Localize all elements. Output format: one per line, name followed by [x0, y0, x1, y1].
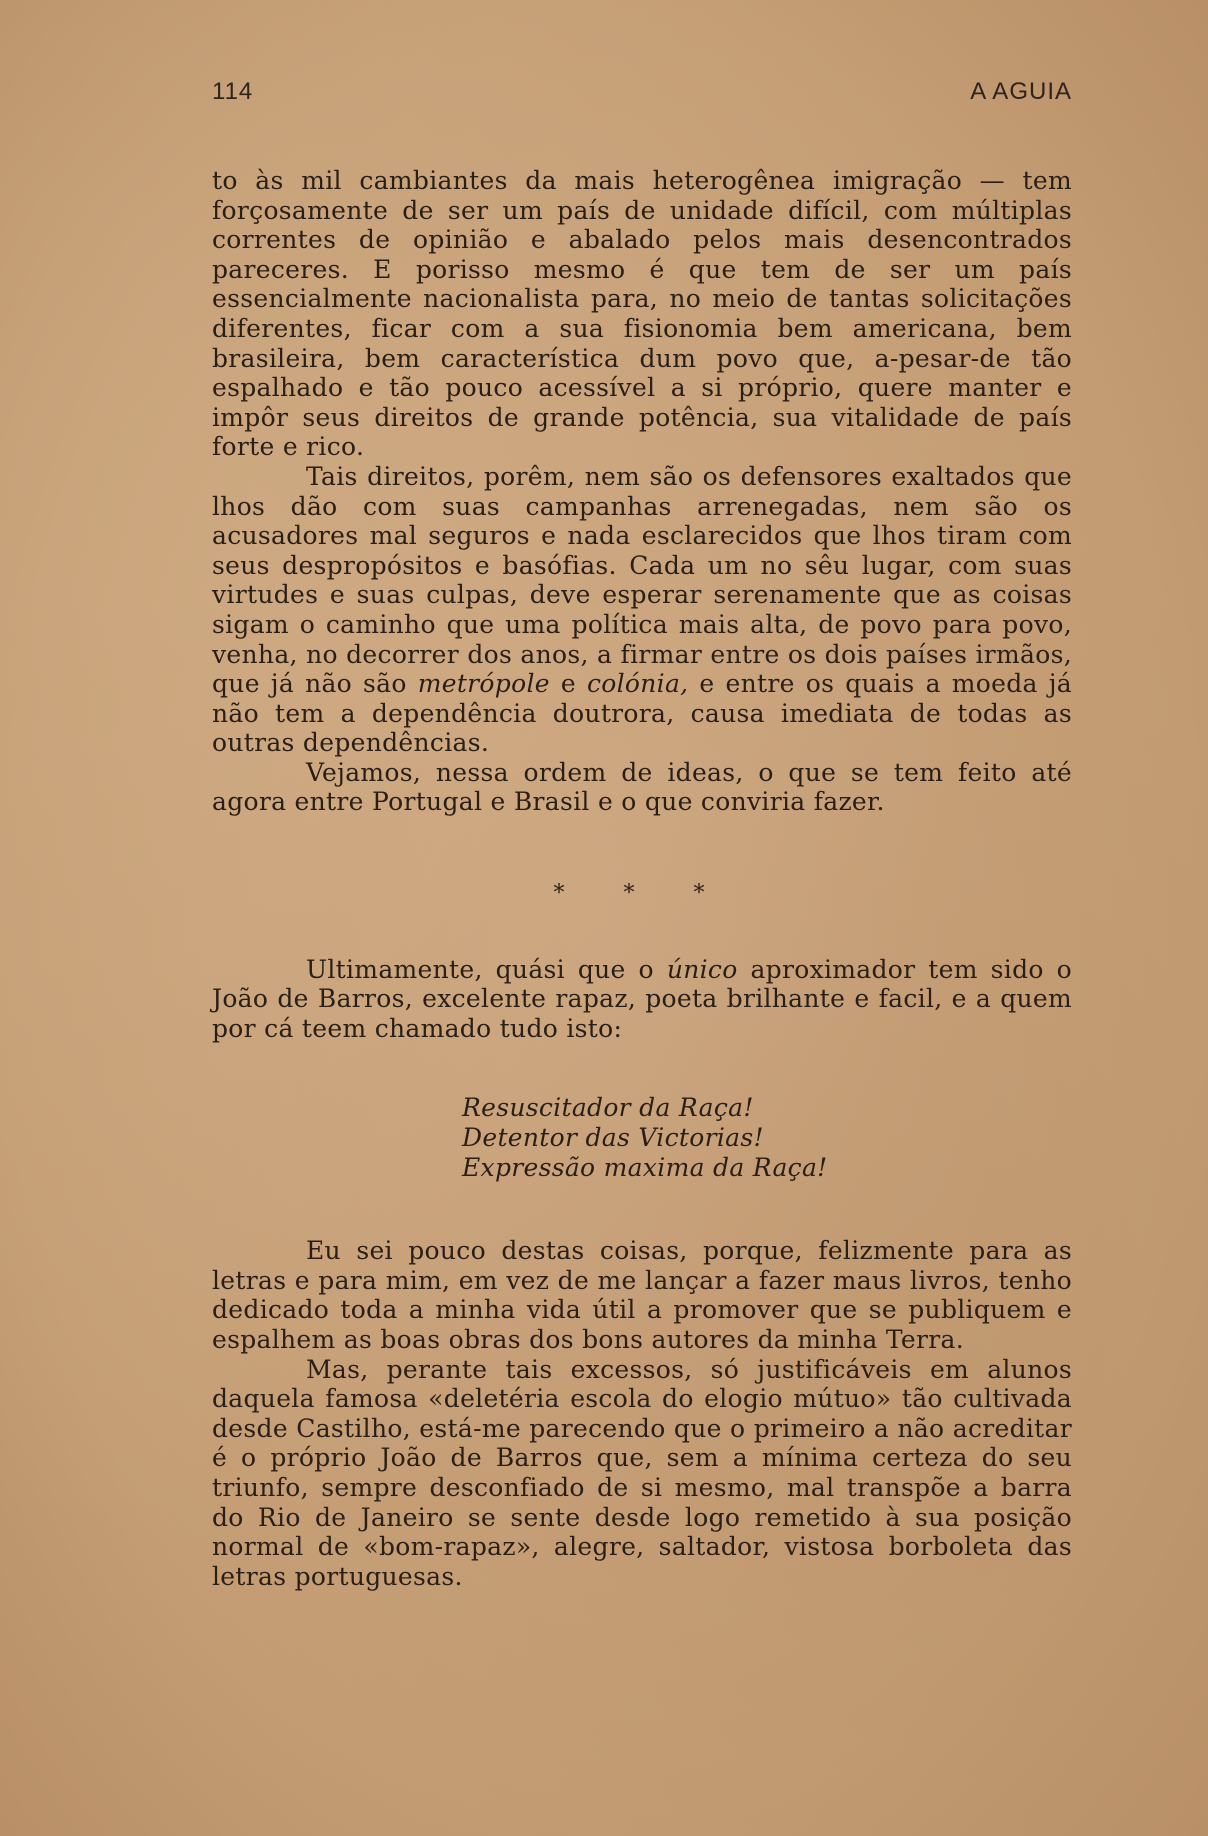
paragraph-text: aproximador tem sido o João de Barros, excelente rapaz, poeta brilhante e facil, e a quem por cá teem chamado tudo isto:: [212, 954, 1072, 1043]
journal-title: A AGUIA: [970, 78, 1072, 105]
section-separator: * * *: [553, 881, 731, 907]
paragraph-continuation: to às mil cambiantes da mais heterogênea imigração — tem forçosamente de ser um país de unidade difícil, com múltiplas correntes de opinião e abalado pelos mais desencontrados pareceres. E porisso mesmo é que tem de ser um país essencialmente nacionalista para, no meio de tantas solicitações diferentes, ficar com a sua fisionomia bem americana, bem brasileira, bem característica dum povo que, a-pesar-de tão espalhado e tão pouco acessível a si próprio, quere manter e impôr seus direitos de grande potência, sua vitalidade de país forte e rico.: [212, 166, 1072, 462]
paragraph-rights: [212, 462, 1072, 758]
quote-line: Expressão maxima da Raça!: [462, 1152, 828, 1182]
paragraph-vejamos: Vejamos, nessa ordem de ideas, o que se tem feito até agora entre Portugal e Brasil e o que conviria fazer.: [212, 757, 1072, 817]
page-number: 114: [212, 78, 254, 105]
quoted-epithets: [462, 1093, 1072, 1182]
paragraph-text: Tais direitos, porêm, nem são os defensores exaltados que lhos dão com suas campanhas arrenegadas, nem são os acusadores mal seguros e nada esclarecidos que lhos tiram com seus despropósitos e basófias. Cada um no sêu lugar, com suas virtudes e suas culpas, deve esperar serenamente que as coisas sigam o caminho que uma política mais alta, de povo para povo, venha, no decorrer dos anos, a firmar entre os dois países irmãos, que já não são: [212, 461, 1072, 699]
paragraph-text: e: [549, 669, 587, 699]
quote-line: Resuscitador da Raça!: [462, 1093, 754, 1123]
italic-term-unico: único: [666, 954, 738, 984]
paragraph-text: Ultimamente, quási que o: [306, 954, 667, 984]
paragraph-eu-sei: Eu sei pouco destas coisas, porque, felizmente para as letras e para mim, em vez de me lançar a fazer maus livros, tenho dedicado toda a minha vida útil a promover que se publiquem e espalhem as boas obras dos bons autores da minha Terra.: [212, 1236, 1072, 1354]
paragraph-mas-perante: Mas, perante tais excessos, só justificáveis em alunos daquela famosa «deletéria escola do elogio mútuo» tão cultivada desde Castilho, está-me parecendo que o primeiro a não acreditar é o próprio João de Barros que, sem a mínima certeza do seu triunfo, sempre desconfiado de si mesmo, mal transpõe a barra do Rio de Janeiro se sente desde logo remetido à sua posição normal de «bom-rapaz», alegre, saltador, vistosa borboleta das letras portuguesas.: [212, 1354, 1072, 1591]
italic-term-colonia: colónia,: [586, 669, 689, 699]
italic-term-metropole: metrópole: [417, 669, 550, 699]
body-text: [212, 166, 1072, 1591]
quote-line: Detentor das Victorias!: [462, 1123, 764, 1153]
paragraph-text: e entre os quais a moeda já não tem a dependência doutrora, causa imediata de todas as outras dependências.: [212, 669, 1073, 758]
paragraph-ultimamente: [212, 955, 1072, 1044]
running-head: [212, 78, 1072, 114]
